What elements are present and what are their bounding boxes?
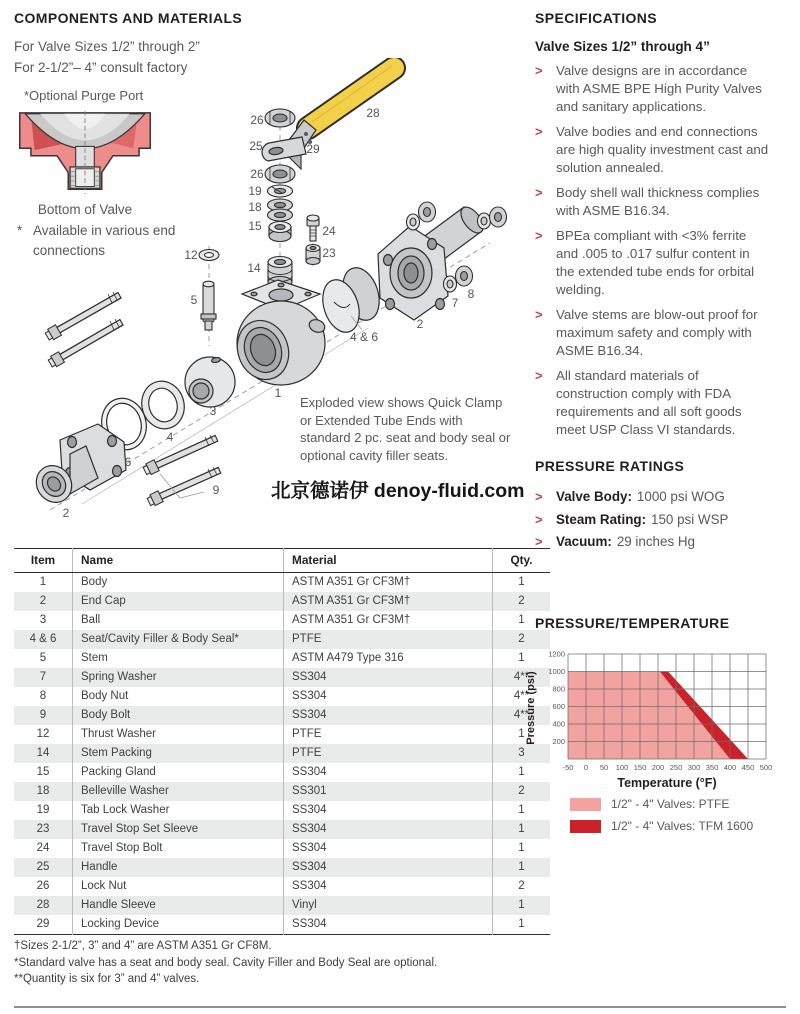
table-row bbox=[14, 630, 550, 649]
bullet-chevron-icon: > bbox=[535, 124, 543, 139]
qty-cell: 1 bbox=[493, 649, 551, 668]
bullet-chevron-icon: > bbox=[535, 368, 543, 383]
rating-value: 1000 psi WOG bbox=[636, 489, 725, 504]
bullet-chevron-icon: > bbox=[535, 185, 543, 200]
legend-label: 1/2" - 4" Valves: PTFE bbox=[611, 797, 730, 811]
spec-bullet-text: All standard materials of construction comply with FDA requirements and all soft goods meet USP Class VI standards. bbox=[556, 368, 742, 437]
x-tick-label: 100 bbox=[615, 763, 629, 772]
spec-bullet-text: Valve stems are blow-out proof for maximum safety and comply with ASME B16.34. bbox=[556, 307, 758, 358]
bottom-of-valve-label: Bottom of Valve bbox=[37, 202, 133, 217]
qty-cell: 1 bbox=[493, 611, 551, 630]
x-tick-label: 50 bbox=[599, 763, 609, 772]
material-cell: ASTM A351 Gr CF3M† bbox=[284, 573, 493, 592]
item-cell: 1 bbox=[39, 576, 47, 589]
parts-table bbox=[14, 548, 550, 935]
table-row bbox=[14, 896, 550, 915]
components-title: COMPONENTS AND MATERIALS bbox=[14, 10, 243, 26]
x-tick-label: 500 bbox=[759, 763, 773, 772]
table-row bbox=[14, 839, 550, 858]
qty-cell: 4** bbox=[493, 687, 551, 706]
material-cell: PTFE bbox=[284, 630, 493, 649]
part-number-label: 12 bbox=[184, 248, 198, 262]
spec-bullet bbox=[535, 184, 777, 220]
part-number-label: 29 bbox=[306, 142, 320, 156]
qty-cell: 4** bbox=[493, 668, 551, 687]
rating-label: Steam Rating: bbox=[556, 511, 647, 527]
bullet-chevron-icon: > bbox=[535, 511, 543, 527]
part-number-label: 3 bbox=[209, 404, 217, 418]
material-cell: SS304 bbox=[284, 706, 493, 725]
column-header-name: Name bbox=[73, 549, 284, 573]
pressure-temperature-chart bbox=[540, 645, 790, 775]
qty-cell: 1 bbox=[493, 801, 551, 820]
item-cell: 12 bbox=[36, 728, 50, 741]
part-number-label: 25 bbox=[249, 139, 263, 153]
item-cell: 7 bbox=[39, 671, 47, 684]
item-cell: 5 bbox=[39, 652, 47, 665]
table-header-row bbox=[14, 549, 550, 573]
part-number-label: 8 bbox=[467, 287, 475, 301]
part-number-label: 2 bbox=[416, 317, 424, 331]
material-cell: SS304 bbox=[284, 668, 493, 687]
specifications-list bbox=[535, 62, 777, 446]
table-row bbox=[14, 801, 550, 820]
purge-port-label: *Optional Purge Port bbox=[24, 88, 144, 103]
intro-line-2: For 2-1/2”– 4” consult factory bbox=[14, 60, 188, 75]
name-cell: Body bbox=[73, 573, 284, 592]
spec-bullet bbox=[535, 62, 777, 116]
table-row bbox=[14, 611, 550, 630]
y-tick-label: 200 bbox=[552, 737, 565, 747]
qty-cell: 1 bbox=[493, 725, 551, 744]
part-number-label: 24 bbox=[322, 224, 336, 238]
spec-bullet bbox=[535, 306, 777, 360]
x-tick-label: 200 bbox=[651, 763, 665, 772]
table-footnote: *Standard valve has a seat and body seal. Cavity Filler and Body Seal are optional. bbox=[14, 956, 438, 969]
table-row bbox=[14, 858, 550, 877]
material-cell: PTFE bbox=[284, 725, 493, 744]
chart-x-axis-label: Temperature (°F) bbox=[617, 776, 717, 790]
qty-cell: 1 bbox=[493, 573, 551, 592]
pressure-ratings-list bbox=[535, 486, 785, 554]
table-row bbox=[14, 915, 550, 934]
table-row bbox=[14, 744, 550, 763]
availability-star: * bbox=[17, 223, 23, 238]
qty-cell: 1 bbox=[493, 858, 551, 877]
part-number-label: 7 bbox=[451, 296, 459, 310]
pressure-ratings-title: PRESSURE RATINGS bbox=[535, 458, 685, 474]
legend-item bbox=[570, 797, 753, 811]
column-header-qty: Qty. bbox=[493, 549, 551, 573]
item-cell: 19 bbox=[36, 804, 50, 817]
name-cell: Handle bbox=[73, 858, 284, 877]
name-cell: Handle Sleeve bbox=[73, 896, 284, 915]
material-cell: SS304 bbox=[284, 915, 493, 934]
bullet-chevron-icon: > bbox=[535, 489, 543, 504]
part-number-label: 23 bbox=[322, 246, 336, 260]
x-tick-label: 0 bbox=[583, 763, 589, 772]
item-cell: 29 bbox=[36, 918, 50, 931]
name-cell: Stem Packing bbox=[73, 744, 284, 763]
name-cell: Lock Nut bbox=[73, 877, 284, 896]
y-tick-label: 400 bbox=[552, 719, 565, 729]
watermark: 北京德诺伊 denoy-fluid.com bbox=[271, 480, 525, 502]
spec-bullet-text: Body shell wall thickness complies with ASME B16.34. bbox=[556, 185, 760, 218]
qty-cell: 1 bbox=[493, 763, 551, 782]
x-tick-label: 300 bbox=[687, 763, 701, 772]
rating-value: 150 psi WSP bbox=[651, 511, 729, 527]
bullet-chevron-icon: > bbox=[535, 534, 543, 549]
name-cell: Spring Washer bbox=[73, 668, 284, 687]
name-cell: Body Nut bbox=[73, 687, 284, 706]
part-number-label: 18 bbox=[248, 200, 262, 214]
name-cell: Ball bbox=[73, 611, 284, 630]
material-cell: SS304 bbox=[284, 687, 493, 706]
part-number-label: 5 bbox=[190, 293, 198, 307]
legend-swatch bbox=[570, 798, 601, 811]
material-cell: SS304 bbox=[284, 858, 493, 877]
pressure-rating-item bbox=[535, 486, 785, 509]
table-row bbox=[14, 782, 550, 801]
name-cell: Travel Stop Bolt bbox=[73, 839, 284, 858]
spec-bullet-text: Valve bodies and end connections are high quality investment cast and solution annealed. bbox=[556, 124, 769, 175]
spec-bullet bbox=[535, 227, 777, 299]
material-cell: ASTM A351 Gr CF3M† bbox=[284, 611, 493, 630]
qty-cell: 1 bbox=[493, 839, 551, 858]
item-cell: 14 bbox=[36, 747, 50, 760]
table-row bbox=[14, 820, 550, 839]
item-cell: 18 bbox=[36, 785, 50, 798]
x-tick-label: 400 bbox=[723, 763, 737, 772]
part-number-label: 15 bbox=[248, 219, 262, 233]
availability-text: Available in various end connections bbox=[33, 223, 176, 258]
x-tick-label: -50 bbox=[562, 763, 574, 772]
qty-cell: 1 bbox=[493, 915, 551, 934]
table-row bbox=[14, 725, 550, 744]
qty-cell: 2 bbox=[493, 592, 551, 611]
x-tick-label: 350 bbox=[705, 763, 719, 772]
table-row bbox=[14, 649, 550, 668]
page-bottom-rule bbox=[14, 1006, 786, 1008]
rating-value: 29 inches Hg bbox=[616, 534, 695, 549]
table-row bbox=[14, 687, 550, 706]
item-cell: 26 bbox=[36, 880, 50, 893]
y-tick-label: 800 bbox=[552, 684, 565, 694]
pressure-temperature-title: PRESSURE/TEMPERATURE bbox=[535, 615, 730, 631]
material-cell: ASTM A351 Gr CF3M† bbox=[284, 592, 493, 611]
material-cell: SS304 bbox=[284, 763, 493, 782]
pressure-rating-item bbox=[535, 509, 785, 532]
spec-bullet-text: BPEa compliant with <3% ferrite and .005 to .017 sulfur content in the extended tube ends for orbital welding. bbox=[556, 228, 755, 297]
y-tick-label: 1000 bbox=[548, 667, 565, 677]
table-row bbox=[14, 763, 550, 782]
bullet-chevron-icon: > bbox=[535, 228, 543, 243]
table-row bbox=[14, 877, 550, 896]
spec-bullet-text: Valve designs are in accordance with ASME BPE High Purity Valves and sanitary applications. bbox=[556, 63, 762, 114]
name-cell: Travel Stop Set Sleeve bbox=[73, 820, 284, 839]
part-number-label: 14 bbox=[247, 261, 261, 275]
part-number-label: 4 bbox=[166, 430, 174, 444]
bullet-chevron-icon: > bbox=[535, 307, 543, 322]
legend-label: 1/2" - 4" Valves: TFM 1600 bbox=[611, 819, 754, 833]
name-cell: Thrust Washer bbox=[73, 725, 284, 744]
name-cell: Belleville Washer bbox=[73, 782, 284, 801]
x-tick-label: 450 bbox=[741, 763, 755, 772]
part-number-label: 4 & 6 bbox=[349, 330, 379, 344]
y-tick-label: 1200 bbox=[548, 649, 565, 659]
item-cell: 8 bbox=[39, 690, 47, 703]
item-cell: 3 bbox=[39, 614, 47, 627]
column-header-item: Item bbox=[14, 549, 73, 573]
qty-cell: 1 bbox=[493, 896, 551, 915]
legend-item bbox=[570, 819, 753, 833]
name-cell: Body Bolt bbox=[73, 706, 284, 725]
material-cell: PTFE bbox=[284, 744, 493, 763]
material-cell: Vinyl bbox=[284, 896, 493, 915]
table-footnotes bbox=[14, 938, 534, 988]
table-row bbox=[14, 573, 550, 592]
item-cell: 9 bbox=[39, 709, 47, 722]
column-header-material: Material bbox=[284, 549, 493, 573]
material-cell: SS304 bbox=[284, 839, 493, 858]
name-cell: Locking Device bbox=[73, 915, 284, 934]
table-footnote: †Sizes 2-1/2”, 3” and 4” are ASTM A351 Gr CF8M. bbox=[14, 940, 272, 952]
item-cell: 24 bbox=[36, 842, 50, 855]
qty-cell: 3 bbox=[493, 744, 551, 763]
part-number-label: 1 bbox=[274, 386, 282, 400]
x-tick-label: 150 bbox=[633, 763, 647, 772]
chart-y-axis-label: Pressure (psi) bbox=[525, 671, 537, 745]
name-cell: Stem bbox=[73, 649, 284, 668]
spec-bullet bbox=[535, 123, 777, 177]
material-cell: SS304 bbox=[284, 877, 493, 896]
qty-cell: 2 bbox=[493, 630, 551, 649]
qty-cell: 2 bbox=[493, 782, 551, 801]
name-cell: Tab Lock Washer bbox=[73, 801, 284, 820]
item-cell: 28 bbox=[36, 899, 50, 912]
material-cell: ASTM A479 Type 316 bbox=[284, 649, 493, 668]
specifications-subtitle: Valve Sizes 1/2” through 4” bbox=[535, 39, 710, 54]
table-row bbox=[14, 668, 550, 687]
diagram-labels-layer bbox=[20, 58, 512, 536]
table-row bbox=[14, 592, 550, 611]
qty-cell: 1 bbox=[493, 820, 551, 839]
qty-cell: 4** bbox=[493, 706, 551, 725]
spec-bullet bbox=[535, 367, 777, 439]
material-cell: SS301 bbox=[284, 782, 493, 801]
pressure-rating-item bbox=[535, 531, 785, 554]
part-number-label: 6 bbox=[124, 455, 132, 469]
specifications-title: SPECIFICATIONS bbox=[535, 10, 658, 26]
bullet-chevron-icon: > bbox=[535, 63, 543, 78]
part-number-label: 28 bbox=[366, 106, 380, 120]
legend-swatch bbox=[570, 820, 601, 833]
y-tick-label: 600 bbox=[552, 702, 565, 712]
x-tick-label: 250 bbox=[669, 763, 683, 772]
item-cell: 2 bbox=[39, 595, 47, 608]
table-footnote: **Quantity is six for 3” and 4” valves. bbox=[14, 973, 200, 985]
item-cell: 25 bbox=[36, 861, 50, 874]
part-number-label: 26 bbox=[250, 113, 264, 127]
item-cell: 4 & 6 bbox=[29, 633, 57, 646]
material-cell: SS304 bbox=[284, 820, 493, 839]
material-cell: SS304 bbox=[284, 801, 493, 820]
name-cell: Seat/Cavity Filler & Body Seal* bbox=[73, 630, 284, 649]
item-cell: 15 bbox=[36, 766, 50, 779]
name-cell: Packing Gland bbox=[73, 763, 284, 782]
part-number-label: 9 bbox=[212, 483, 220, 497]
intro-line-1: For Valve Sizes 1/2” through 2” bbox=[14, 39, 200, 54]
item-cell: 23 bbox=[36, 823, 50, 836]
part-number-label: 19 bbox=[248, 184, 262, 198]
rating-label: Valve Body: bbox=[556, 489, 632, 504]
part-number-label: 2 bbox=[62, 506, 70, 520]
name-cell: End Cap bbox=[73, 592, 284, 611]
table-row bbox=[14, 706, 550, 725]
part-number-label: 26 bbox=[250, 167, 264, 181]
qty-cell: 2 bbox=[493, 877, 551, 896]
rating-label: Vacuum: bbox=[556, 534, 612, 549]
exploded-view-caption: Exploded view shows Quick Clamp or Extended Tube Ends with standard 2 pc. seat and body seal or optional cavity filler seats. bbox=[300, 395, 511, 463]
chart-legend bbox=[570, 797, 753, 841]
pt-chart-svg bbox=[540, 645, 790, 775]
